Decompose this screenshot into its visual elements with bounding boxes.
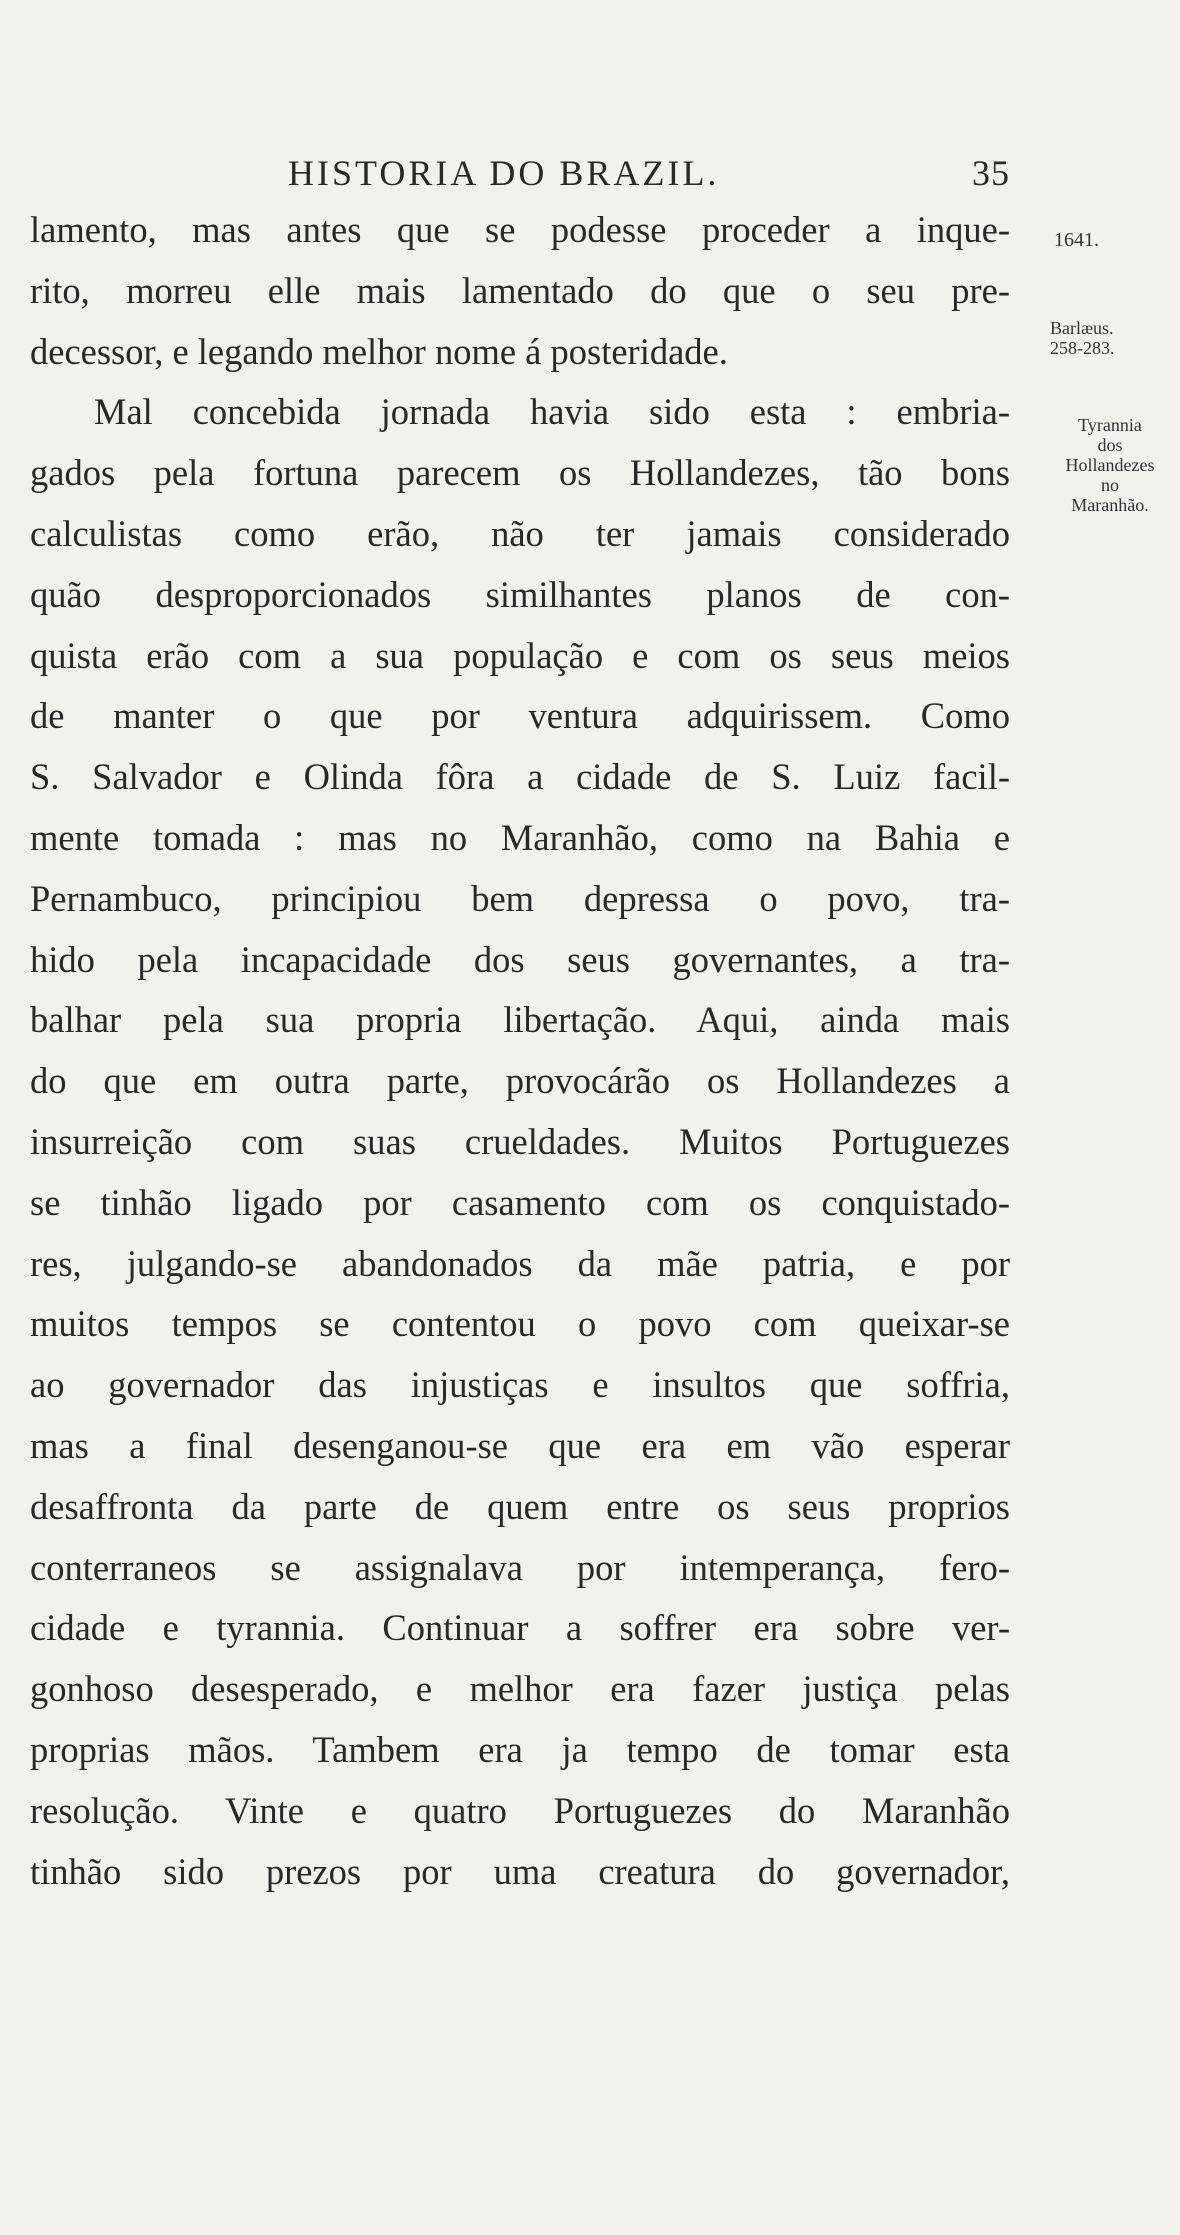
text-line: do que em outra parte, provocárão os Hollandezes a [30, 1060, 1010, 1102]
margin-note-source [1050, 318, 1160, 358]
margin-note-source-name: Barlæus. [1050, 318, 1114, 338]
text-line: mas a final desenganou-se que era em vão esperar [30, 1424, 1010, 1466]
margin-note-topic-line: Hollandezes [1065, 455, 1155, 475]
margin-note-topic-line: no [1101, 475, 1119, 495]
text-line: rito, morreu elle mais lamentado do que o seu pre- [30, 269, 1010, 311]
text-line: conterraneos se assignalava por intemperança, fero- [30, 1546, 1010, 1588]
margin-note-topic-line: Maranhão. [1071, 495, 1149, 515]
text-line: res, julgando-se abandonados da mãe patria, e por [30, 1242, 1010, 1284]
text-line: ao governador das injustiças e insultos que soffria, [30, 1364, 1010, 1406]
margin-note-year: 1641. [1054, 229, 1099, 251]
running-title: HISTORIA DO BRAZIL. [288, 153, 720, 193]
body-text [30, 200, 1010, 1902]
text-line: tinhão sido prezos por uma creatura do governador, [30, 1850, 1010, 1892]
running-head [30, 152, 1010, 202]
text-line: se tinhão ligado por casamento com os conquistado- [30, 1181, 1010, 1223]
text-line: S. Salvador e Olinda fôra a cidade de S. Luiz facil- [30, 756, 1010, 798]
margin-note-topic-line: dos [1097, 435, 1123, 455]
text-line: lamento, mas antes que se podesse proceder a inque- [30, 209, 1010, 250]
text-line: muitos tempos se contentou o povo com queixar-se [30, 1303, 1010, 1345]
margin-note-topic-line: Tyrannia [1078, 415, 1142, 435]
text-line: insurreição com suas crueldades. Muitos Portuguezes [30, 1120, 1010, 1162]
text-line: decessor, e legando melhor nome á posteridade. [30, 330, 728, 372]
text-line: Pernambuco, principiou bem depressa o povo, tra- [30, 877, 1010, 919]
text-line: de manter o que por ventura adquirissem. Como [30, 695, 1010, 737]
text-line: gonhoso desesperado, e melhor era fazer justiça pelas [30, 1668, 1010, 1710]
text-line: calculistas como erão, não ter jamais considerado [30, 512, 1010, 554]
text-line: resolução. Vinte e quatro Portuguezes do Maranhão [30, 1789, 1010, 1831]
text-line: mente tomada : mas no Maranhão, como na Bahia e [30, 816, 1010, 858]
page-number: 35 [972, 153, 1010, 193]
text-line: quista erão com a sua população e com os seus meios [30, 634, 1010, 676]
text-line: balhar pela sua propria libertação. Aqui, ainda mais [30, 999, 1010, 1041]
text-line: proprias mãos. Tambem era ja tempo de tomar esta [30, 1728, 1010, 1770]
text-line: desaffronta da parte de quem entre os seus proprios [30, 1485, 1010, 1527]
text-line: cidade e tyrannia. Continuar a soffrer era sobre ver- [30, 1607, 1010, 1649]
text-line: Mal concebida jornada havia sido esta : embria- [94, 391, 1010, 433]
text-line: gados pela fortuna parecem os Hollandezes, tão bons [30, 452, 1010, 494]
margin-note-topic [1040, 415, 1180, 515]
text-line: hido pela incapacidade dos seus governantes, a tra- [30, 938, 1010, 980]
text-line: quão desproporcionados similhantes planos de con- [30, 573, 1010, 615]
margin-note-source-pages: 258-283. [1050, 338, 1115, 358]
